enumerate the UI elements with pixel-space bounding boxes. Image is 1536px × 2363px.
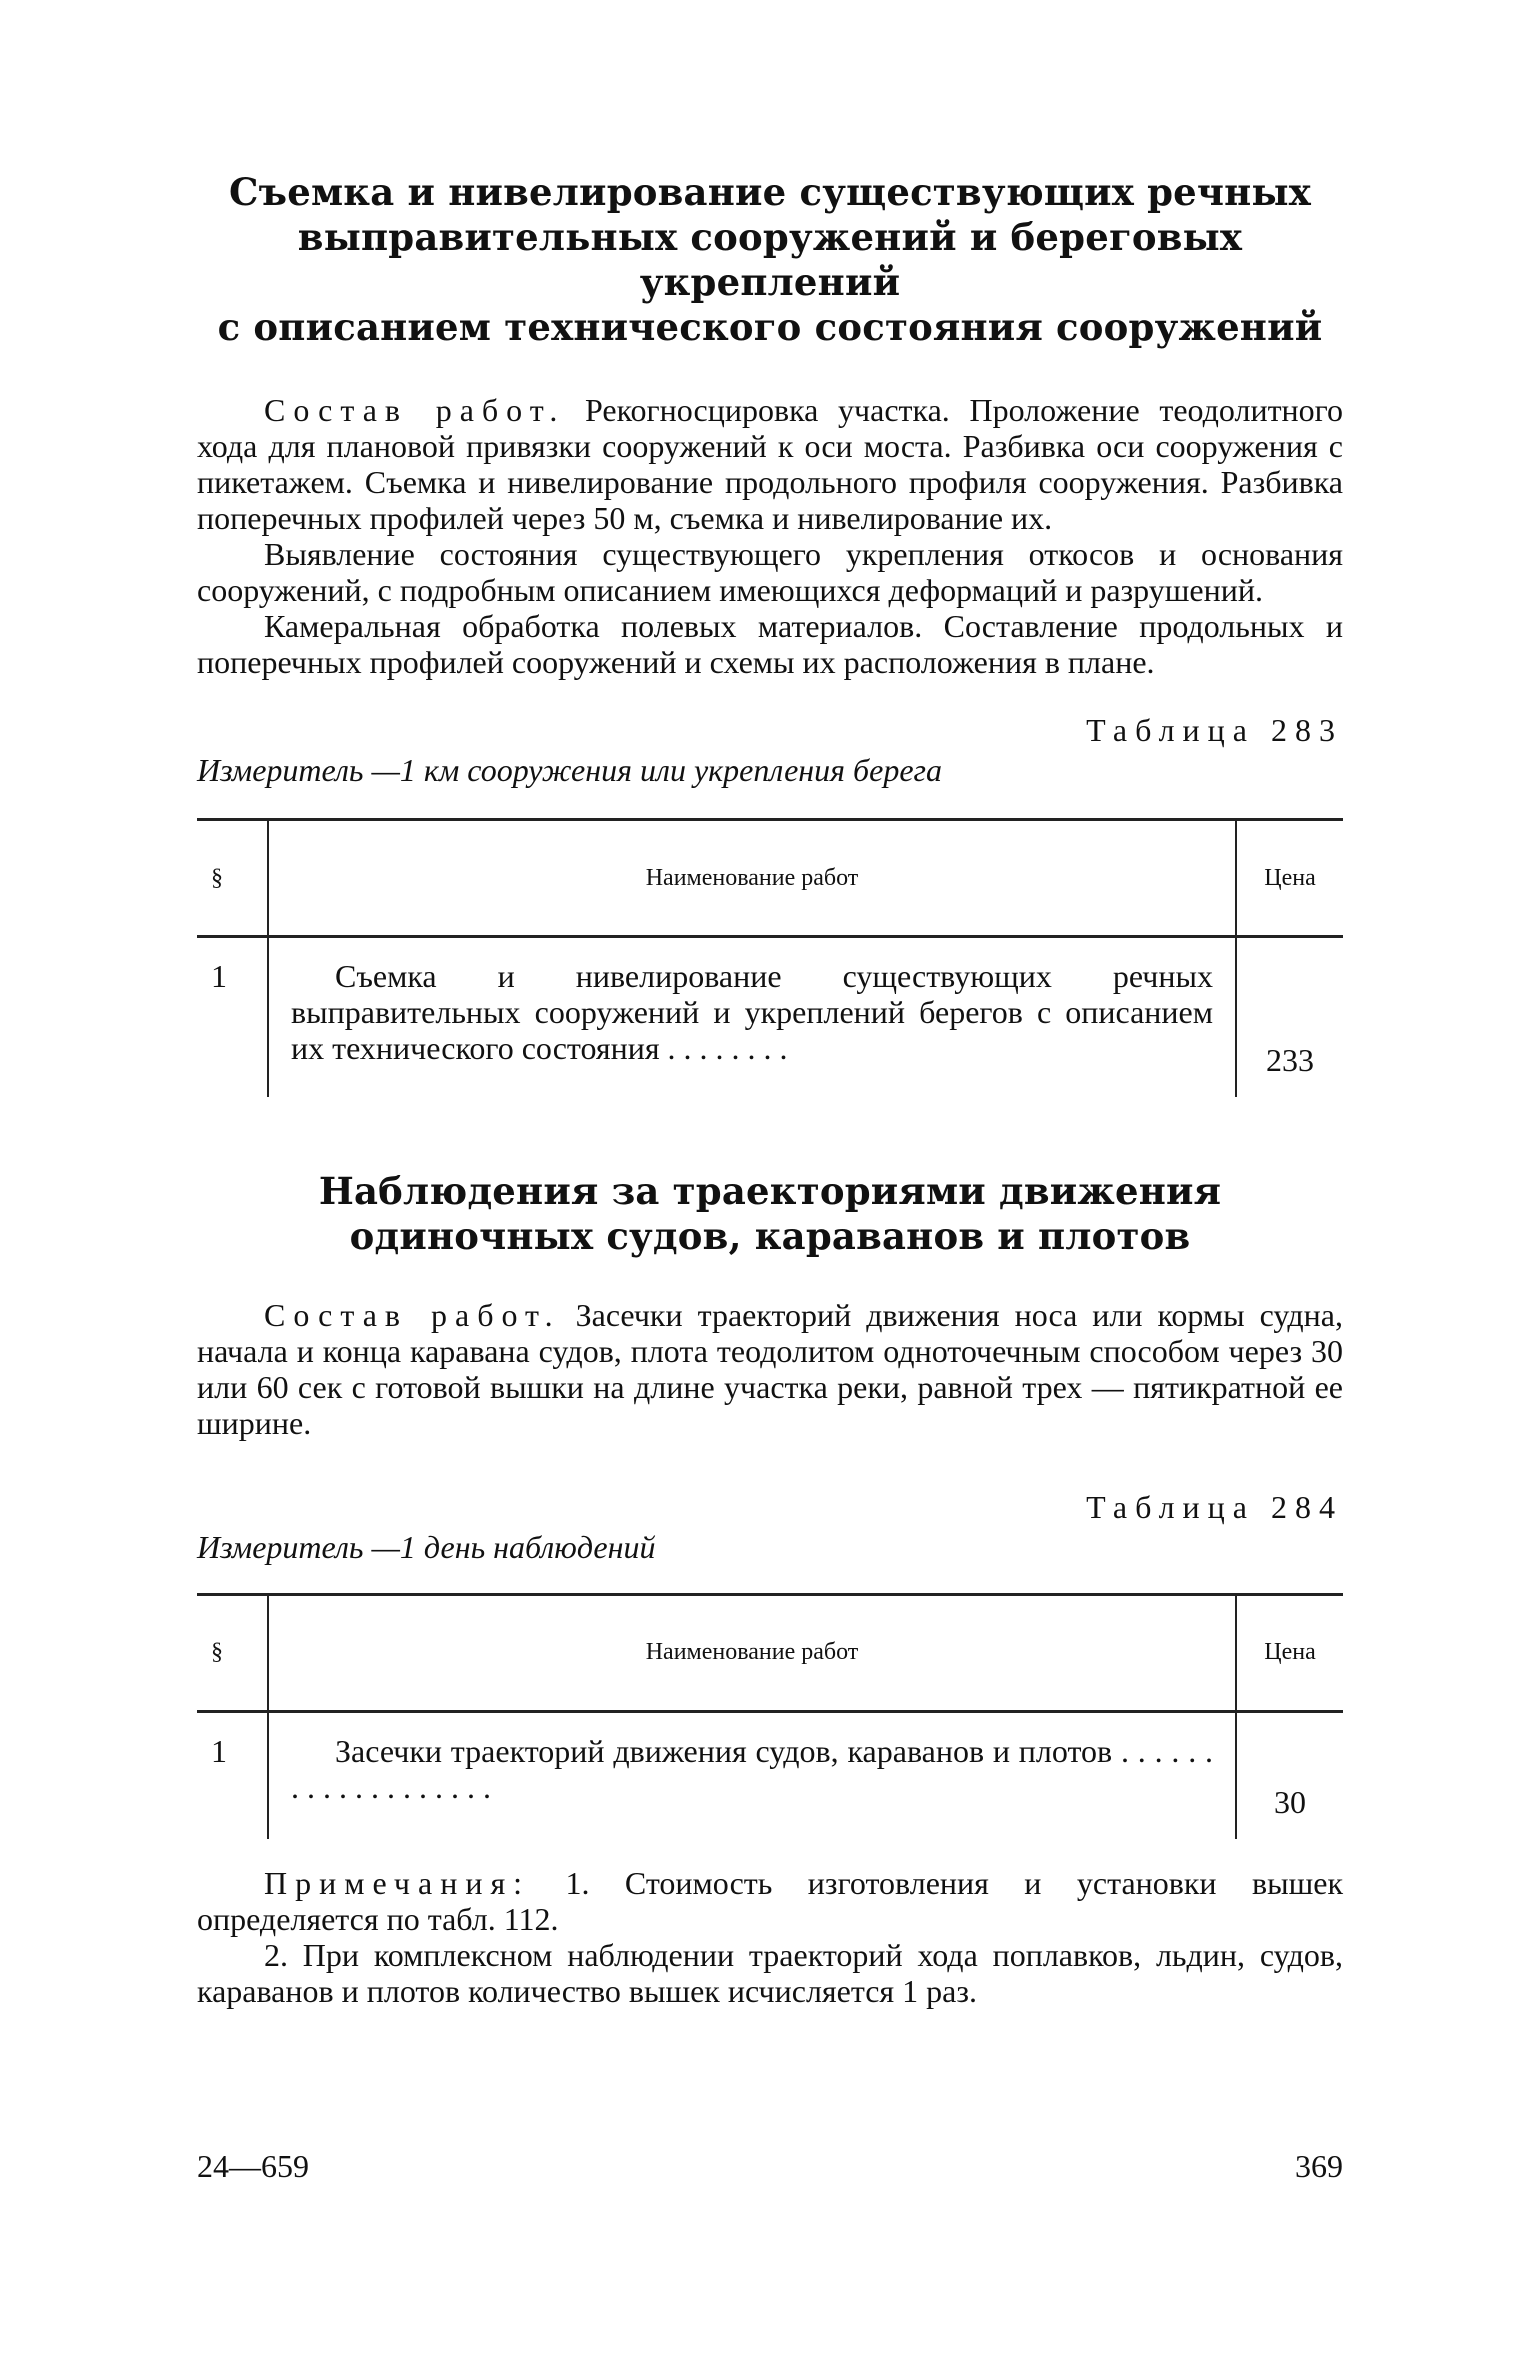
table-283	[197, 818, 1343, 1097]
section2-title-line: одиночных судов, караванов и плотов	[349, 1213, 1191, 1258]
section2-composition	[197, 1297, 1343, 1441]
section2-title-line: Наблюдения за траекториями движения	[318, 1168, 1222, 1213]
section1-title-line: выправительных сооружений и береговых укреплений	[297, 215, 1243, 304]
note-1	[197, 1865, 1343, 1937]
section1-para3: Камеральная обработка полевых материалов. Составление продольных и поперечных профилей сооружений и схемы их расположения в плане.	[197, 608, 1343, 680]
table283-measure: Измеритель —1 км сооружения или укрепления берега	[197, 752, 942, 788]
section1-title	[197, 170, 1343, 350]
table-284	[197, 1593, 1343, 1840]
table-row	[197, 1711, 1343, 1839]
note-2: 2. При комплексном наблюдении траекторий хода поплавков, льдин, судов, караванов и плотов количество вышек исчисляется 1 раз.	[197, 1937, 1343, 2009]
page-number: 369	[1295, 2148, 1343, 2184]
table283-label: Таблица 283	[1086, 712, 1343, 748]
composition-label: Состав работ.	[264, 392, 566, 428]
notes-label: Примечания:	[264, 1865, 531, 1901]
composition-text: Засечки траекторий движения носа или кормы судна, начала и конца каравана судов, плота теодолитом одноточечным способом через 30 или 60 сек с готовой вышки на длине участка реки, равной трех — пятикратной ее ширине.	[197, 1296, 1344, 1441]
row-name: Засечки траекторий движения судов, караванов и плотов . . . . . . . . . . . . . . . . . . .	[291, 1732, 1213, 1805]
row-name: Съемка и нивелирование существующих речных выправительных сооружений и укреплений берегов с описанием их технического состояния . . . . . . . .	[291, 958, 1213, 1066]
section1-title-line: Съемка и нивелирование существующих речных	[228, 170, 1311, 214]
section1-title-line: с описанием технического состояния сооружений	[217, 305, 1323, 349]
col-price-header: Цена	[1236, 820, 1343, 937]
page-content	[197, 170, 1343, 2009]
row-price: 30	[1236, 1711, 1343, 1839]
col-name-header: Наименование работ	[268, 1594, 1236, 1711]
note-1-text: 1. Стоимость изготовления и установки вышек определяется по табл. 112.	[197, 1865, 1343, 1937]
col-num-header: §	[197, 1594, 268, 1711]
signature-mark: 24—659	[197, 2148, 309, 2184]
section2-title	[197, 1169, 1343, 1259]
composition-text: Рекогносцировка участка. Проложение теодолитного хода для плановой привязки сооружений к оси моста. Разбивка оси сооружения с пикетажем. Съемка и нивелирование продольного профиля сооружения. Разбивка поперечных профилей через 50 м, съемка и нивелирование их.	[197, 392, 1344, 536]
table284-label: Таблица 284	[1086, 1488, 1343, 1525]
row-price: 233	[1236, 937, 1343, 1097]
notes	[197, 1865, 1343, 2009]
table284-measure: Измеритель —1 день наблюдений	[197, 1528, 656, 1565]
page-footer	[197, 2148, 1343, 2185]
row-num: 1	[197, 1711, 268, 1839]
col-num-header: §	[197, 820, 268, 937]
col-name-header: Наименование работ	[268, 820, 1236, 937]
col-price-header: Цена	[1236, 1594, 1343, 1711]
composition-label: Состав работ.	[264, 1296, 561, 1333]
table-row	[197, 937, 1343, 1097]
section1-para2: Выявление состояния существующего укрепления откосов и основания сооружений, с подробным описанием имеющихся деформаций и разрушений.	[197, 536, 1343, 608]
row-num: 1	[197, 937, 268, 1097]
section1-composition	[197, 392, 1343, 536]
